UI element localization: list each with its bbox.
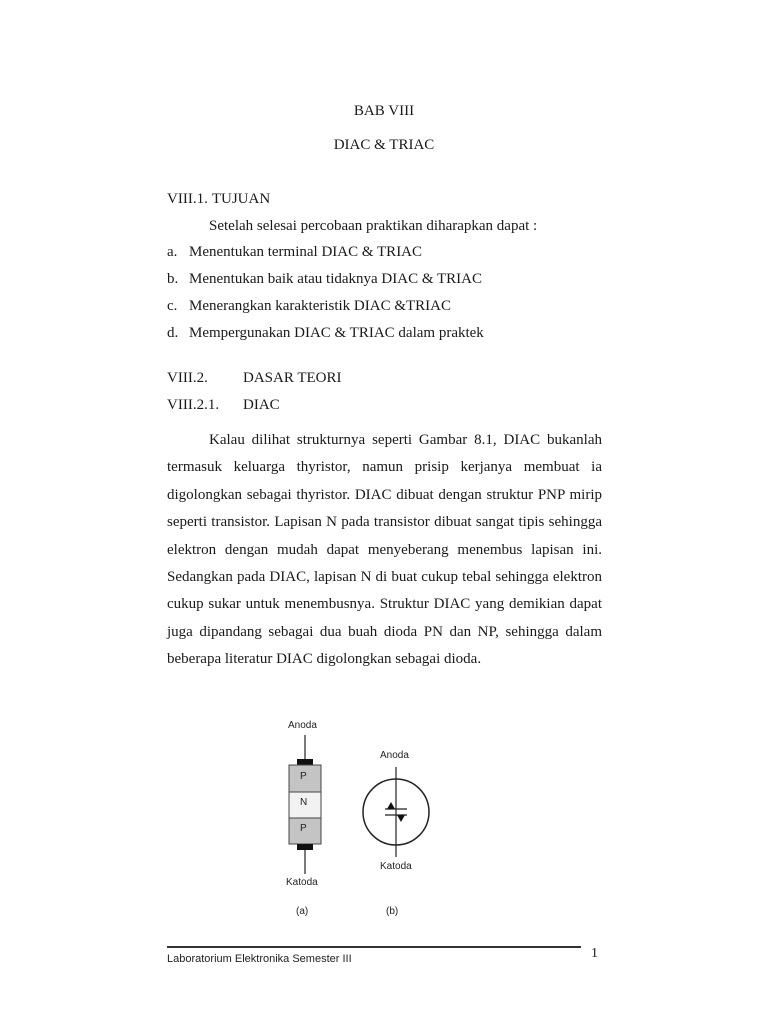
layer-label: N (300, 797, 308, 808)
chapter-title: DIAC & TRIAC (333, 137, 435, 153)
figure-b-caption: (b) (386, 906, 399, 917)
figure-a-anode-label: Anoda (288, 720, 317, 731)
layer-label: P (300, 823, 307, 834)
figure-a-caption: (a) (296, 906, 309, 917)
body-paragraph: Kalau dilihat strukturnya seperti Gambar 8.1, DIAC bukanlah termasuk keluarga thyristor, namun prisip kerjanya membuat ia digolongkan sebagai thyristor. DIAC dibuat dengan struktur PNP mirip seperti transistor. Lapisan N pada transistor dibuat sangat tipis sehingga elektron dengan mudah dapat menyeberang menembus lapisan ini. Sedangkan pada DIAC, lapisan N di buat cukup tebal sehingga elektron cukup sukar untuk menembusnya. Struktur DIAC yang demikian dapat juga dipandang sebagai dua buah dioda PN dan NP, sehingga dalam beberapa literatur DIAC digolongkan sebagai dioda. (167, 432, 602, 668)
footer-text: Laboratorium Elektronika Semester III (167, 953, 352, 965)
list-marker: d. (167, 325, 179, 341)
list-item (167, 298, 451, 315)
page-number: 1 (591, 946, 598, 961)
section-dasar-number: VIII.2. (167, 370, 208, 386)
subsection-diac-number: VIII.2.1. (167, 397, 220, 413)
layer-label: P (300, 771, 307, 782)
list-marker: c. (167, 298, 178, 314)
list-text: Menentukan baik atau tidaknya DIAC & TRIAC (189, 271, 482, 287)
section-number: VIII.1. (167, 191, 208, 207)
section-tujuan-heading (167, 191, 270, 208)
list-item (167, 271, 482, 288)
chapter-heading: BAB VIII (353, 103, 415, 119)
section-dasar-title: DASAR TEORI (243, 370, 342, 386)
list-marker: a. (167, 244, 178, 260)
figure-b-anode-label: Anoda (380, 750, 409, 761)
section-title: TUJUAN (211, 191, 271, 207)
list-item (167, 325, 484, 342)
list-marker: b. (167, 271, 179, 287)
list-text: Mempergunakan DIAC & TRIAC dalam praktek (189, 325, 484, 341)
figure-b-cathode-label: Katoda (380, 861, 412, 872)
list-text: Menerangkan karakteristik DIAC &TRIAC (189, 298, 452, 314)
subsection-diac-title: DIAC (243, 397, 280, 413)
diac-symbol-icon (360, 767, 432, 857)
list-item (167, 244, 422, 261)
tujuan-intro: Setelah selesai percobaan praktikan diharapkan dapat : (209, 218, 538, 234)
list-text: Menentukan terminal DIAC & TRIAC (189, 244, 423, 260)
footer-divider (167, 946, 581, 948)
figure-a-cathode-label: Katoda (286, 877, 318, 888)
